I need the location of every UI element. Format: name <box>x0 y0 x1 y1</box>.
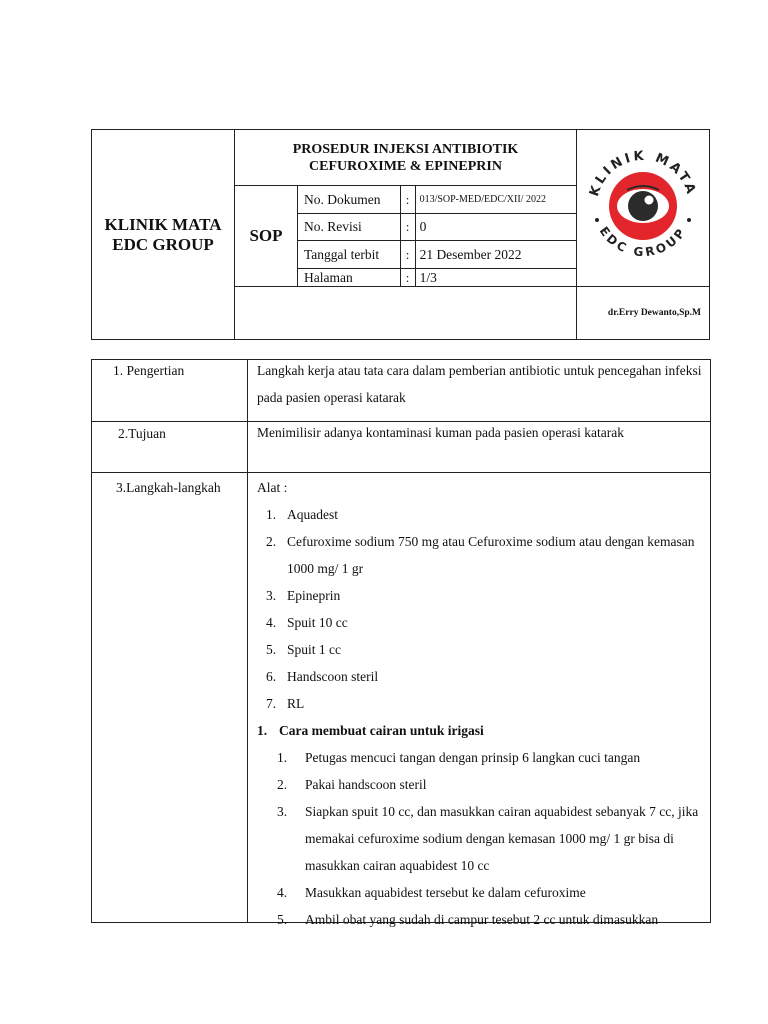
list-number: 4. <box>277 885 288 900</box>
sop-label: SOP <box>235 186 298 287</box>
list-item <box>257 663 702 690</box>
list-text: Pakai handscoon steril <box>305 777 427 792</box>
list-text: Epineprin <box>287 588 341 603</box>
row-label-langkah: 3.Langkah-langkah <box>116 480 221 495</box>
field-label-document: No. Dokumen <box>298 186 401 214</box>
clinic-name-line2: EDC GROUP <box>112 234 214 254</box>
logo-text-top: KLINIK MATA <box>587 148 699 198</box>
list-item <box>257 771 702 798</box>
field-label-revision: No. Revisi <box>298 214 401 241</box>
blank-cell <box>235 287 577 340</box>
list-item <box>257 528 702 582</box>
list-text: Aquadest <box>287 507 338 522</box>
logo-cell <box>577 130 710 287</box>
list-text: RL <box>287 696 305 711</box>
section-number: 1. <box>257 723 268 738</box>
clinic-name-line1: KLINIK MATA <box>104 214 222 234</box>
row-label-pengertian: 1. Pengertian <box>113 363 185 378</box>
pengertian-text: Langkah kerja atau tata cara dalam pemberian antibiotic untuk pencegahan infeksi pada pasien operasi katarak <box>257 363 702 405</box>
list-text: Petugas mencuci tangan dengan prinsip 6 langkan cuci tangan <box>305 750 641 765</box>
document-title <box>235 130 577 186</box>
list-text: Masukkan aquabidest tersebut ke dalam cefuroxime <box>305 885 586 900</box>
document-title-line2: CEFUROXIME & EPINEPRIN <box>309 158 502 174</box>
field-value-revision: 0 <box>415 214 576 241</box>
row-label-tujuan: 2.Tujuan <box>118 426 166 441</box>
section-title: Cara membuat cairan untuk irigasi <box>279 723 484 738</box>
list-number: 2. <box>266 534 277 549</box>
list-number: 1. <box>277 750 288 765</box>
list-text: Cefuroxime sodium 750 mg atau Cefuroxime sodium atau dengan kemasan 1000 mg/ 1 gr <box>287 534 695 576</box>
field-colon: : <box>400 269 415 287</box>
section-heading <box>257 717 702 744</box>
field-label-page: Halaman <box>298 269 401 287</box>
list-item <box>257 879 702 906</box>
list-number: 6. <box>266 669 277 684</box>
langkah-content <box>257 474 702 933</box>
list-number: 4. <box>266 615 277 630</box>
row-divider <box>92 472 710 473</box>
sop-header-table <box>91 129 710 340</box>
logo-text-bottom: EDC GROUP <box>596 223 690 259</box>
list-number: 2. <box>277 777 288 792</box>
eye-logo-icon <box>583 146 703 266</box>
tujuan-text: Menimilisir adanya kontaminasi kuman pada pasien operasi katarak <box>257 425 625 440</box>
alat-title: Alat : <box>257 480 288 495</box>
list-item <box>257 906 702 933</box>
clinic-name <box>92 130 235 340</box>
field-colon: : <box>400 186 415 214</box>
steps-list <box>257 744 702 933</box>
list-text: Ambil obat yang sudah di campur tesebut 2 cc untuk dimasukkan <box>305 912 659 927</box>
list-text: Spuit 1 cc <box>287 642 341 657</box>
list-number: 5. <box>277 912 288 927</box>
list-text: Siapkan spuit 10 cc, dan masukkan cairan aquabidest sebanyak 7 cc, jika memakai cefuroxime sodium dengan kemasan 1000 mg/ 1 gr bisa di masukkan cairan aquabidest 10 cc <box>305 804 699 873</box>
list-item <box>257 798 702 879</box>
list-item <box>257 636 702 663</box>
field-colon: : <box>400 241 415 269</box>
list-item <box>257 609 702 636</box>
field-value-document: 013/SOP-MED/EDC/XII/ 2022 <box>415 186 576 214</box>
field-value-date: 21 Desember 2022 <box>415 241 576 269</box>
alat-list <box>257 501 702 717</box>
list-number: 3. <box>266 588 277 603</box>
document-title-line1: PROSEDUR INJEKSI ANTIBIOTIK <box>292 141 519 157</box>
list-item <box>257 582 702 609</box>
list-item <box>257 744 702 771</box>
list-number: 7. <box>266 696 277 711</box>
field-colon: : <box>400 214 415 241</box>
list-number: 3. <box>277 804 288 819</box>
list-item <box>257 690 702 717</box>
column-divider <box>247 360 248 922</box>
list-text: Handscoon steril <box>287 669 379 684</box>
signatory: dr.Erry Dewanto,Sp.M <box>577 287 710 340</box>
sop-content-table <box>91 359 711 927</box>
list-item <box>257 501 702 528</box>
field-label-date: Tanggal terbit <box>298 241 401 269</box>
list-number: 5. <box>266 642 277 657</box>
list-text: Spuit 10 cc <box>287 615 348 630</box>
field-value-page: 1/3 <box>415 269 576 287</box>
list-number: 1. <box>266 507 277 522</box>
